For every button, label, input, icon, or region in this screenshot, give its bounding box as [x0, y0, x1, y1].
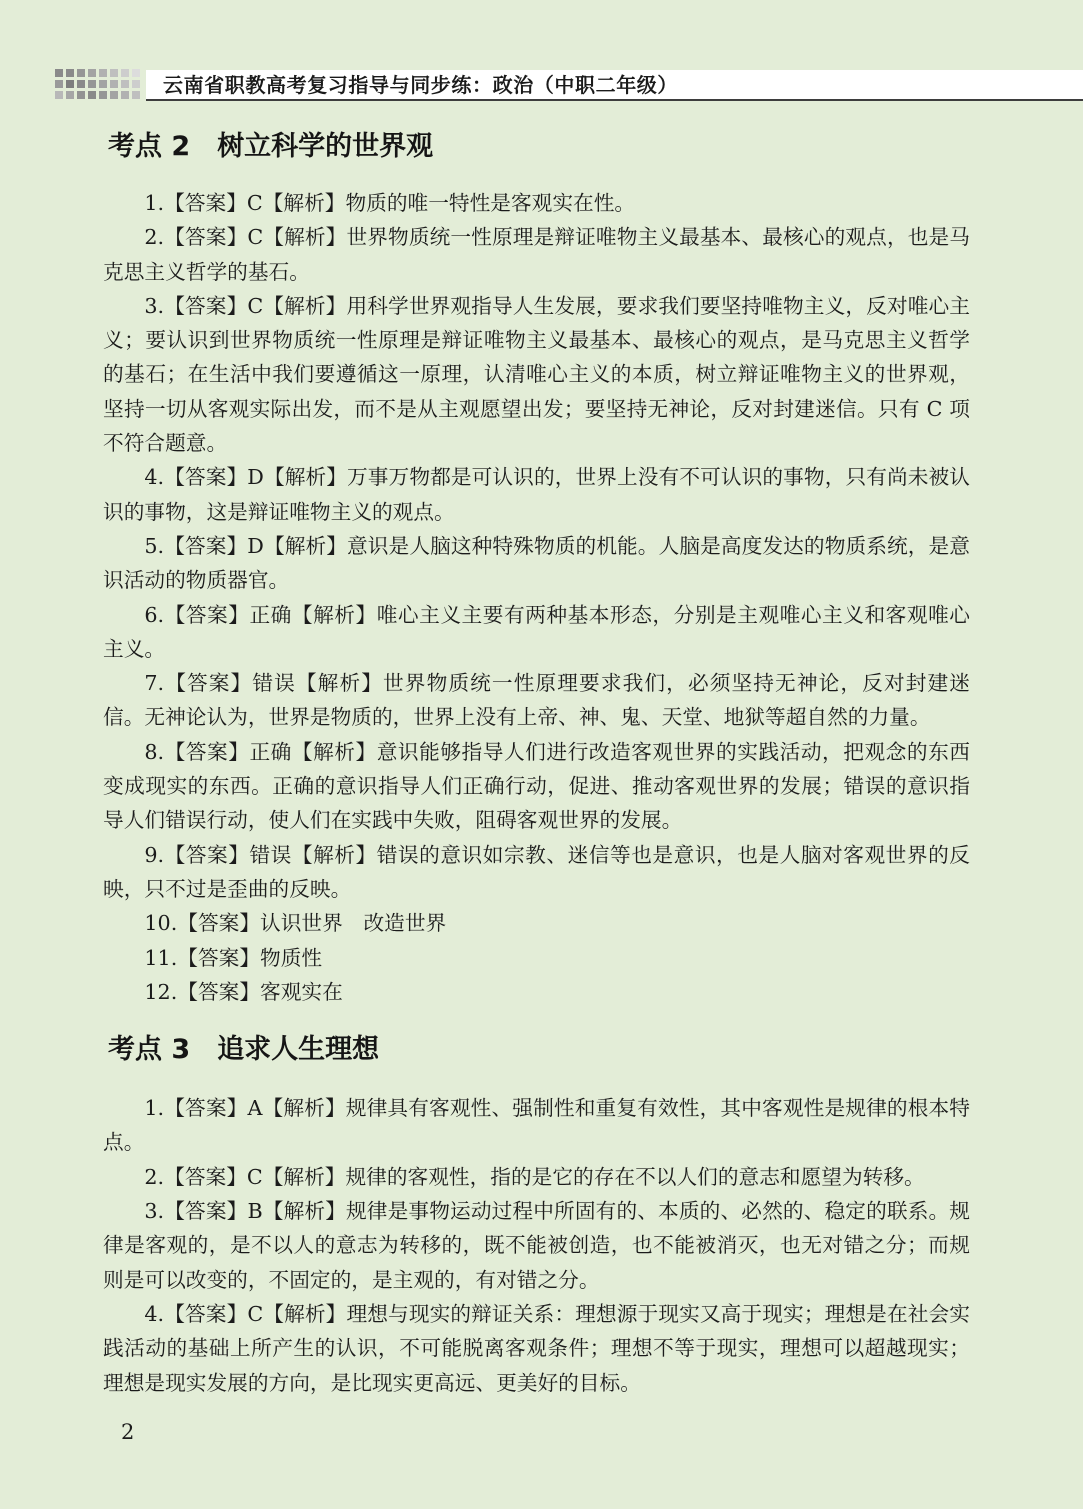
- answer-item: 2.【答案】C【解析】规律的客观性，指的是它的存在不以人们的意志和愿望为转移。: [144, 1164, 925, 1189]
- header-decoration-squares: [55, 69, 63, 77]
- answer-item: 8.【答案】正确【解析】意识能够指导人们进行改造客观世界的实践活动，把观念的东西变成现实的东西。正确的意识指导人们正确行动，促进、推动客观世界的发展；错误的意识指导人们错误行动，使人们在实践中失败，阻碍客观世界的发展。: [103, 739, 970, 833]
- section-kaodian-2: [103, 127, 970, 1009]
- section-heading-label: 考点 2: [108, 131, 191, 162]
- running-header: [146, 70, 1083, 101]
- answer-item: 10.【答案】认识世界 改造世界: [144, 911, 447, 936]
- section-heading: [103, 1030, 970, 1070]
- answer-item: 1.【答案】A【解析】规律具有客观性、强制性和重复有效性，其中客观性是规律的根本特点。: [103, 1096, 970, 1155]
- answer-item: 4.【答案】D【解析】万事万物都是可认识的，世界上没有不可认识的事物，只有尚未被认识的事物，这是辩证唯物主义的观点。: [103, 465, 970, 524]
- answer-item: 11.【答案】物质性: [144, 945, 323, 970]
- section-kaodian-3: [103, 1030, 970, 1400]
- section-heading-title: 树立科学的世界观: [217, 131, 434, 162]
- header-title: 云南省职教高考复习指导与同步练：政治（中职二年级）: [163, 73, 678, 97]
- section-heading: [103, 127, 970, 167]
- answer-item: 12.【答案】客观实在: [144, 979, 343, 1004]
- answer-item: 5.【答案】D【解析】意识是人脑这种特殊物质的机能。人脑是高度发达的物质系统，是意识活动的物质器官。: [103, 533, 970, 593]
- answer-item: 3.【答案】C【解析】用科学世界观指导人生发展，要求我们要坚持唯物主义，反对唯心主义；要认识到世界物质统一性原理是辩证唯物主义最基本、最核心的观点，是马克思主义哲学的基石；在生活中我们要遵循这一原理，认清唯心主义的本质，树立辩证唯物主义的世界观，坚持一切从客观实际出发，而不是从主观愿望出发；要坚持无神论，反对封建迷信。只有 C 项不符合题意。: [103, 293, 970, 456]
- answer-item: 4.【答案】C【解析】理想与现实的辩证关系：理想源于现实又高于现实；理想是在社会实践活动的基础上所产生的认识，不可能脱离客观条件；理想不等于现实，理想可以超越现实；理想是现实发展的方向，是比现实更高远、更美好的目标。: [103, 1301, 970, 1395]
- content: [103, 127, 970, 1400]
- section-heading-title: 追求人生理想: [217, 1034, 380, 1066]
- answer-item: 2.【答案】C【解析】世界物质统一性原理是辩证唯物主义最基本、最核心的观点，也是马克思主义哲学的基石。: [103, 225, 970, 284]
- page-number: 2: [121, 1420, 135, 1444]
- answer-item: 3.【答案】B【解析】规律是事物运动过程中所固有的、本质的、必然的、稳定的联系。规律是客观的，是不以人的意志为转移的，既不能被创造，也不能被消灭，也无对错之分；而规则是可以改变的，不固定的，是主观的，有对错之分。: [103, 1199, 970, 1292]
- answer-item: 6.【答案】正确【解析】唯心主义主要有两种基本形态，分别是主观唯心主义和客观唯心主义。: [103, 602, 970, 661]
- answer-item: 7.【答案】错误【解析】世界物质统一性原理要求我们，必须坚持无神论，反对封建迷信。无神论认为，世界是物质的，世界上没有上帝、神、鬼、天堂、地狱等超自然的力量。: [103, 671, 970, 730]
- answer-item: 9.【答案】错误【解析】错误的意识如宗教、迷信等也是意识，也是人脑对客观世界的反映，只不过是歪曲的反映。: [103, 842, 970, 901]
- answer-item: 1.【答案】C【解析】物质的唯一特性是客观实在性。: [144, 191, 636, 215]
- section-heading-label: 考点 3: [108, 1034, 191, 1066]
